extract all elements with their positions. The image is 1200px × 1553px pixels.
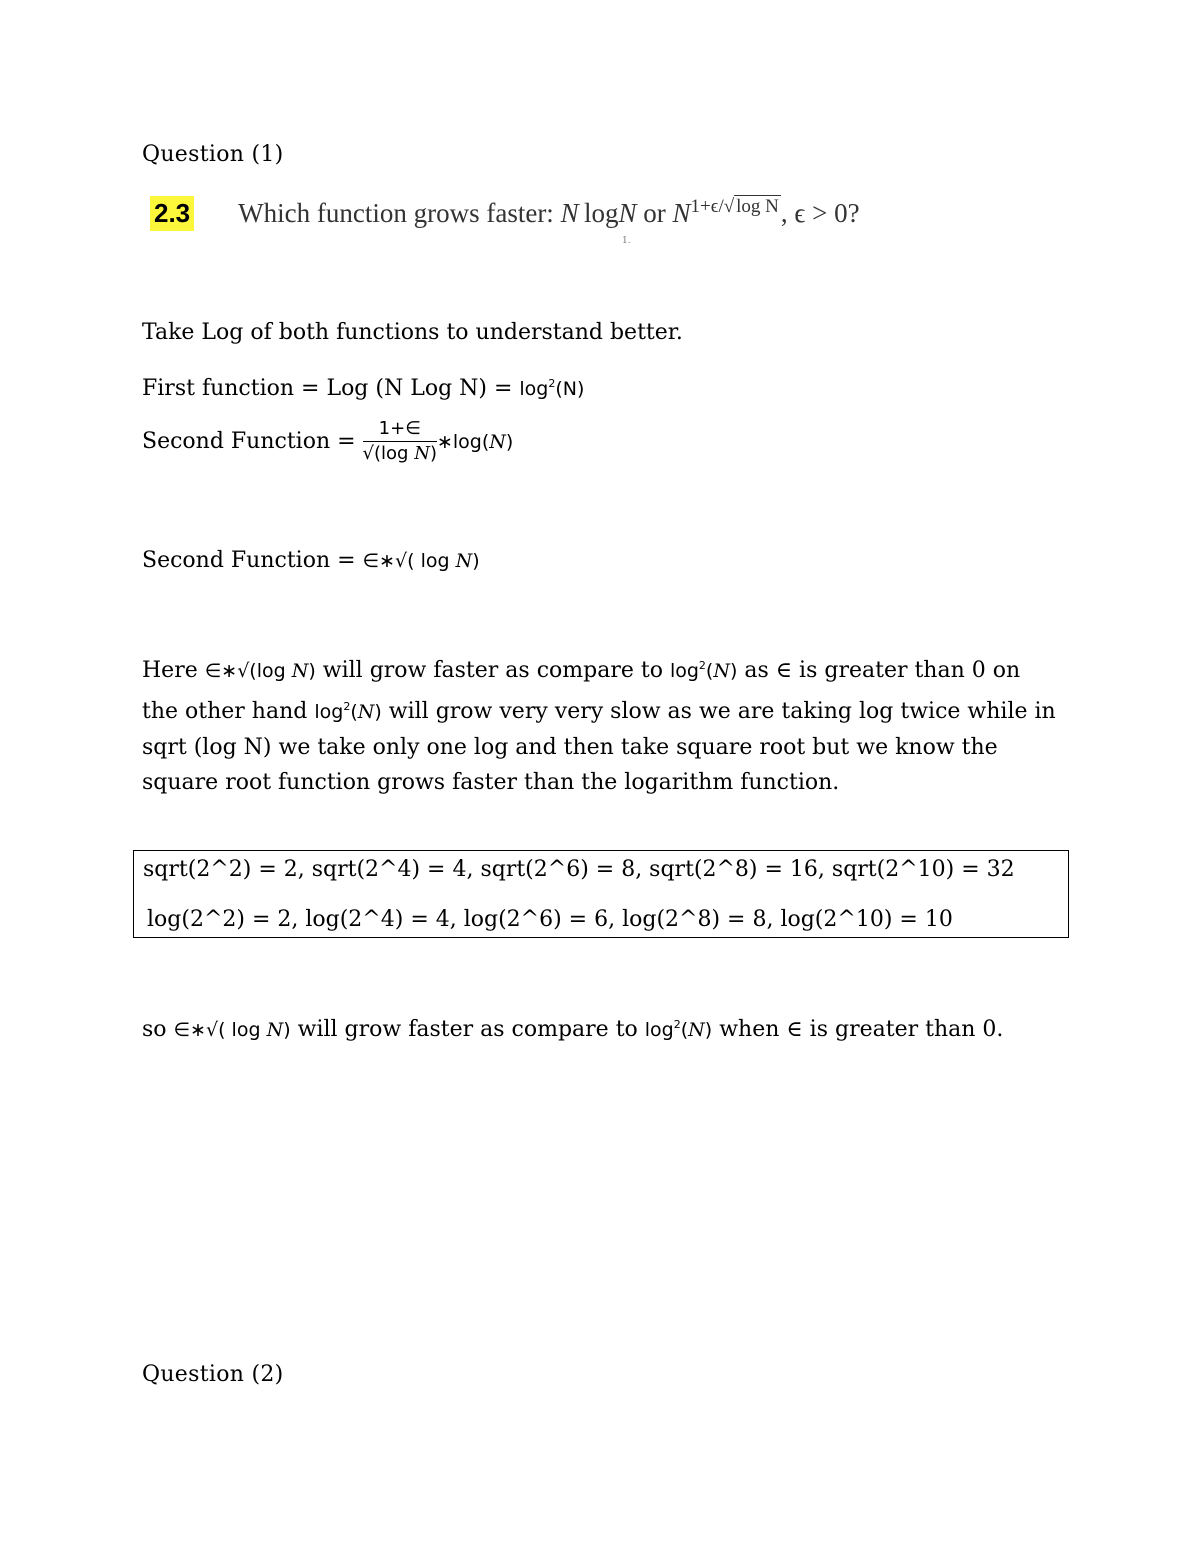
fraction-numerator: 1+∈ (363, 418, 437, 442)
or-text: or (636, 198, 673, 228)
second-function-label-1: Second Function = (142, 429, 363, 454)
table-row-log: log(2^2) = 2, log(2^4) = 4, log(2^6) = 6, log(2^8) = 8, log(2^10) = 10 (147, 907, 953, 932)
fraction (363, 418, 437, 466)
problem-prefix: Which function grows faster: (238, 198, 561, 228)
question-1-heading: Question (1) (142, 142, 284, 167)
radical-sign: √ (723, 196, 735, 217)
f2-radicand: log N (736, 196, 779, 217)
problem-number: 2.3 (150, 196, 194, 231)
f2-base: N (672, 198, 691, 228)
table-row-sqrt: sqrt(2^2) = 2, sqrt(2^4) = 4, sqrt(2^6) = 8, sqrt(2^8) = 16, sqrt(2^10) = 32 (143, 857, 1015, 882)
f2-exponent: 1+ϵ/√ log N (690, 196, 779, 217)
paragraph-math-2: $\log^2(N)$ (669, 659, 738, 682)
conclusion-math-2: $\log^2(N)$ (644, 1018, 713, 1041)
problem-tail: , ϵ > 0? (780, 198, 860, 228)
second-function-label-2: Second Function = (142, 548, 363, 573)
second-function-line-2 (142, 546, 480, 576)
paragraph-math-1: ∈∗√(log N) (204, 660, 316, 682)
problem-statement (150, 196, 860, 240)
conclusion-math-1: ∈∗√( log N) (173, 1019, 291, 1041)
f1-log: log (583, 198, 619, 228)
second-function-line-1 (142, 418, 513, 466)
comparison-table (133, 850, 1069, 938)
conclusion-line: so ∈∗√( log N) will grow faster as compare to $\log^2(N)$ when ∈ is greater than 0. (142, 1017, 1004, 1042)
first-function-label: First function = Log (N Log N) = (142, 376, 520, 401)
question-2-heading: Question (2) (142, 1362, 284, 1387)
fraction-denominator: √(log N) (362, 443, 437, 464)
f1-n-arg: N (618, 198, 637, 228)
explanation-paragraph: Here ∈∗√(log N) will grow faster as compare to $\log^2(N)$ as ∈ is greater than 0 on the other hand $\log^2(N)$ will grow very very slow as we are taking log twice while in sqrt (log N) we take only one log and then take square root but we know the square root function grows faster than the logarithm function. (142, 658, 1056, 795)
multiplier: ∗log(N) (436, 431, 514, 453)
first-function-math: $\log^2(N)$ (519, 377, 585, 400)
intro-line: Take Log of both functions to understand better. (142, 320, 683, 345)
f1-n: N (560, 198, 579, 228)
paragraph-math-3: $\log^2(N)$ (314, 700, 382, 723)
second-function-math-2: ∈∗√( log N) (362, 550, 480, 572)
first-function-line (142, 369, 584, 404)
footnote-mark: 1. (622, 236, 631, 246)
